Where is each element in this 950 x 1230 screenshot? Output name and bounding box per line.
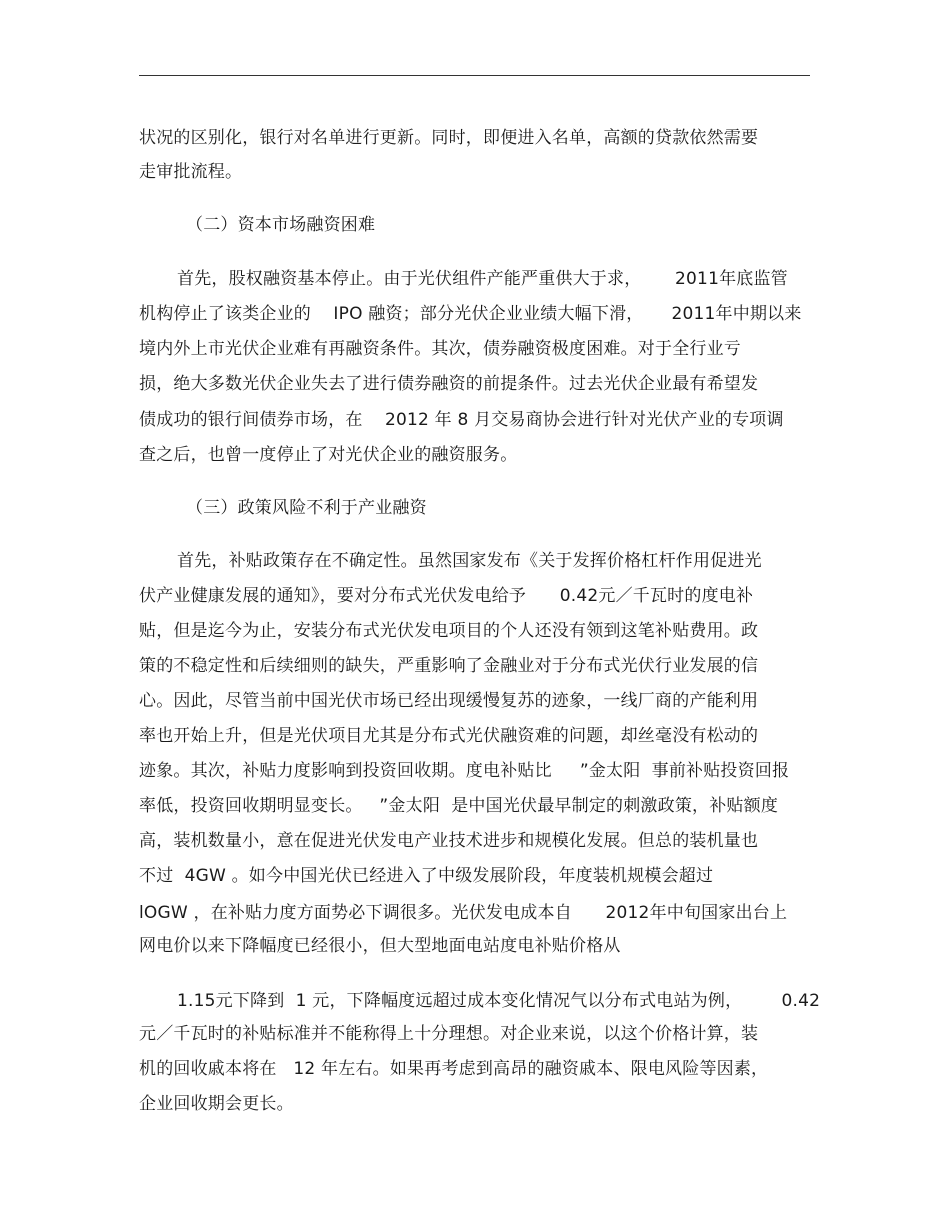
body-line: 首先，补贴政策存在不确定性。虽然国家发布《关于发挥价格杠杆作用促进光 [177,551,762,571]
body-line: 境内外上市光伏企业难有再融资条件。其次，债券融资极度困难。对于全行业亏 [139,339,741,359]
body-line: 查之后，也曾一度停止了对光伏企业的融资服务。 [139,445,518,465]
body-line: 贴，但是迄今为止，安装分布式光伏发电项目的个人还没有领到这笔补贴费用。政 [139,621,759,641]
body-line: 率也开始上升，但是光伏项目尤其是分布式光伏融资难的问题，却丝毫没有松动的 [139,726,759,746]
body-line: 高，装机数量小，意在促进光伏发电产业技术进步和规模化发展。但总的装机量也 [139,831,759,851]
section-heading: （三）政策风险不利于产业融资 [186,498,427,518]
body-line: 率低，投资回收期明显变长。 ”金太阳 是中国光伏最早制定的刺激政策，补贴额度 [139,796,779,816]
body-line: 企业回收期会更长。 [139,1094,294,1114]
body-line: 走审批流程。 [139,162,243,182]
body-line: 1.15元下降到 1 元，下降幅度远超过成本变化情况气以分布式电站为例， 0.42 [177,991,821,1011]
body-line: 心。因此，尽管当前中国光伏市场已经出现缓慢复苏的迹象，一线厂商的产能利用 [139,691,759,711]
body-line: 机构停止了该类企业的 IPO 融资；部分光伏企业业绩大幅下滑， 2011年中期以来 [139,304,802,324]
body-line: 状况的区别化，银行对名单进行更新。同时，即便进入名单，高额的贷款依然需要 [139,128,759,148]
body-line: 债成功的银行间债券市场，在 2012 年 8 月交易商协会进行针对光伏产业的专项调 [139,410,784,430]
body-line: 伏产业健康发展的通知》，要对分布式光伏发电给予 0.42元／千瓦时的度电补 [139,586,754,606]
body-line: 网电价以来下降幅度已经很小，但大型地面电站度电补贴价格从 [139,936,621,956]
section-heading: （二）资本市场融资困难 [186,215,376,235]
body-line: 元／千瓦时的补贴标准并不能称得上十分理想。对企业来说，以这个价格计算，装 [139,1024,759,1044]
header-rule [139,75,810,76]
body-line: 损，绝大多数光伏企业失去了进行债券融资的前提条件。过去光伏企业最有希望发 [139,374,759,394]
body-line: 迹象。其次，补贴力度影响到投资回收期。度电补贴比 ”金太阳 事前补贴投资回报 [139,761,790,781]
body-line: 机的回收戚本将在 12 年左右。如果再考虑到高昂的融资戚本、限电风险等因素， [139,1059,769,1079]
body-line: 不过 4GW 。如今中国光伏已经进入了中级发展阶段，年度装机规模会超过 [139,866,714,886]
body-line: 策的不稳定性和后续细则的缺失，严重影响了金融业对于分布式光伏行业发展的信 [139,656,759,676]
body-line: lOGW ，在补贴力度方面势必下调很多。光伏发电成本自 2012年中旬国家出台上 [139,903,788,923]
body-line: 首先，股权融资基本停止。由于光伏组件产能严重供大于求， 2011年底监管 [177,269,788,289]
